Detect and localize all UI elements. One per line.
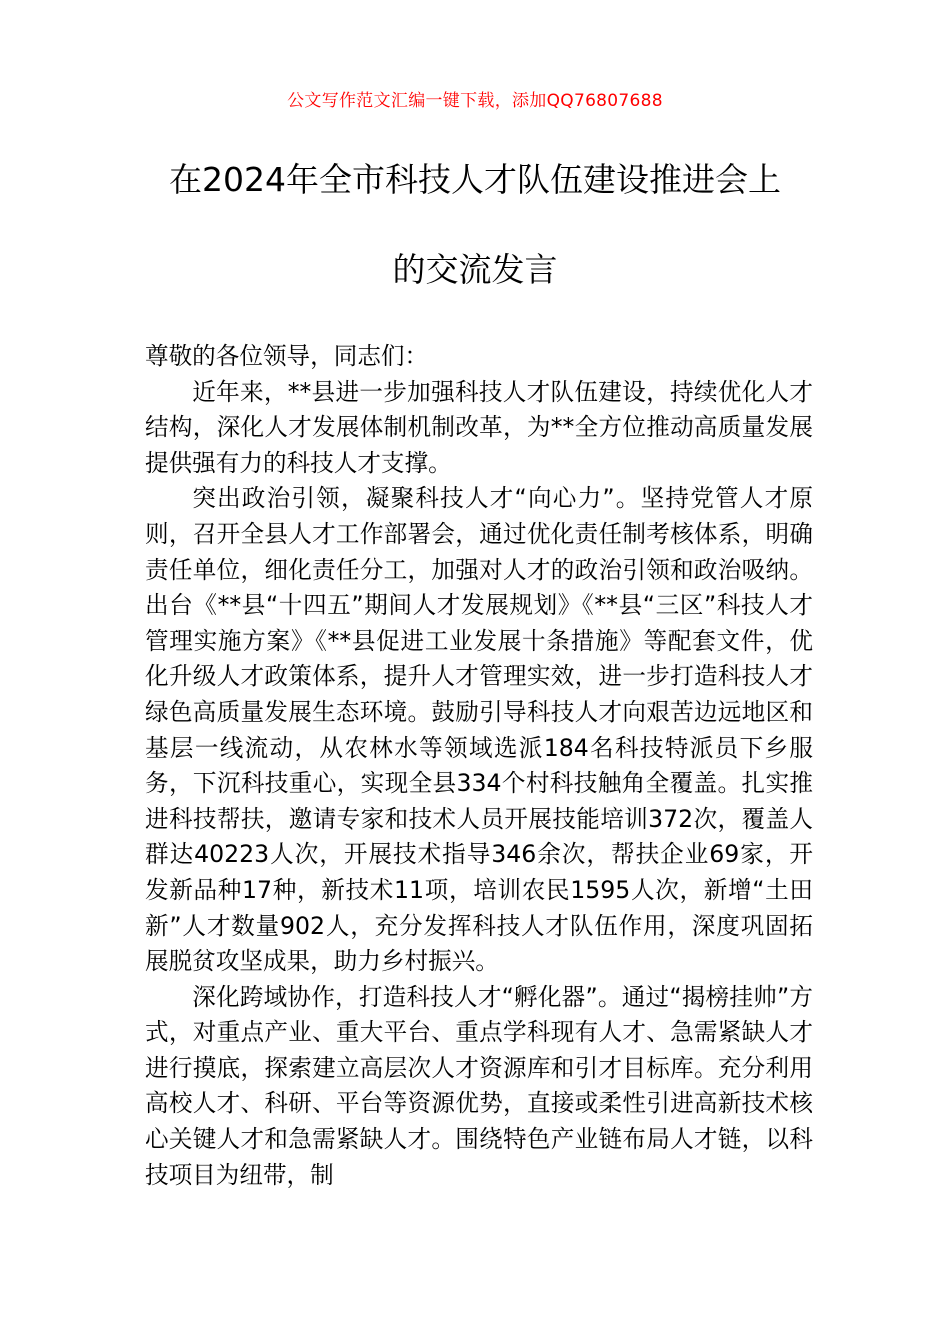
paragraph-intro: 近年来，**县进一步加强科技人才队伍建设，持续优化人才结构，深化人才发展体制机制改革，为**全方位推动高质量发展提供强有力的科技人才支撑。 bbox=[145, 377, 813, 477]
salutation: 尊敬的各位领导，同志们： bbox=[145, 342, 429, 370]
paragraph-cross-region-collaboration: 深化跨域协作，打造科技人才“孵化器”。通过“揭榜挂帅”方式，对重点产业、重大平台、重点学科现有人才、急需紧缺人才进行摸底，探索建立高层次人才资源库和引才目标库。充分利用高校人才、科研、平台等资源优势，直接或柔性引进高新技术核心关键人才和急需紧缺人才。围绕特色产业链布局人才链，以科技项目为纽带，制 bbox=[145, 982, 813, 1189]
document-title-line-2: 的交流发言 bbox=[392, 250, 558, 289]
document-title-line-1: 在2024年全市科技人才队伍建设推进会上 bbox=[169, 160, 781, 199]
document-body bbox=[145, 339, 813, 1193]
paragraph-political-guidance: 突出政治引领，凝聚科技人才“向心力”。坚持党管人才原则，召开全县人才工作部署会，通过优化责任制考核体系，明确责任单位，细化责任分工，加强对人才的政治引领和政治吸纳。出台《**县“十四五”期间人才发展规划》《**县“三区”科技人才管理实施方案》《**县促进工业发展十条措施》等配套文件，优化升级人才政策体系，提升人才管理实效，进一步打造科技人才绿色高质量发展生态环境。鼓励引导科技人才向艰苦边远地区和基层一线流动，从农林水等领域选派184名科技特派员下乡服务，下沉科技重心，实现全县334个村科技触角全覆盖。扎实推进科技帮扶，邀请专家和技术人员开展技能培训372次，覆盖人群达40223人次，开展技术指导346余次，帮扶企业69家，开发新品种17种，新技术11项，培训农民1595人次，新增“土田新”人才数量902人，充分发挥科技人才队伍作用，深度巩固拓展脱贫攻坚成果，助力乡村振兴。 bbox=[145, 484, 813, 976]
download-promo-text: 公文写作范文汇编一键下载，添加QQ76807688 bbox=[287, 91, 663, 111]
